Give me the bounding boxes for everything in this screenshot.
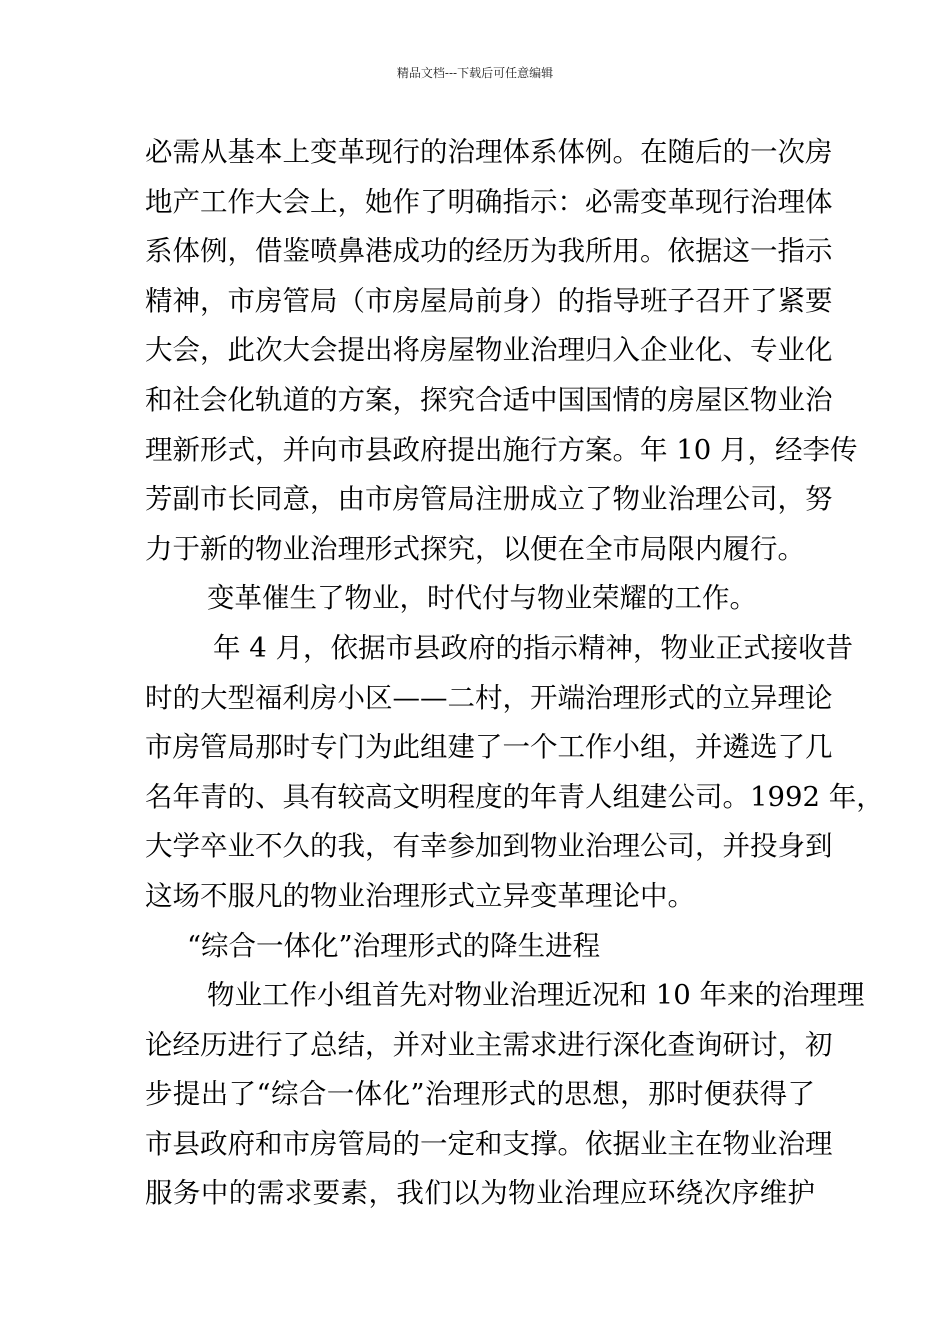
paragraph-line: 地产工作大会上，她作了明确指示：必需变革现行治理体	[145, 185, 833, 218]
body-text	[145, 128, 884, 1219]
section-heading: “综合一体化”治理形式的降生进程	[187, 929, 601, 962]
paragraph-line: 力于新的物业治理形式探究，以便在全市局限内履行。	[145, 532, 805, 565]
paragraph-line: 芳副市长同意，由市房管局注册成立了物业治理公司，努	[145, 483, 833, 516]
paragraph-line: 和社会化轨道的方案，探究合适中国国情的房屋区物业治	[145, 383, 833, 416]
paragraph-line: 理新形式，并向市县政府提出施行方案。年 10 月，经李传	[145, 433, 858, 466]
paragraph-line: 市房管局那时专门为此组建了一个工作小组，并遴选了几	[145, 731, 833, 764]
paragraph-line: 系体例，借鉴喷鼻港成功的经历为我所用。依据这一指示	[145, 235, 833, 268]
page-header: 精品文档---下载后可任意编辑	[396, 66, 554, 80]
paragraph-line: 论经历进行了总结，并对业主需求进行深化查询研讨，初	[145, 1028, 833, 1061]
paragraph-line: 名年青的、具有较高文明程度的年青人组建公司。1992 年，	[145, 780, 884, 813]
paragraph-line: 年 4 月，依据市县政府的指示精神，物业正式接收昔	[213, 631, 853, 664]
paragraph-line: 大学卒业不久的我，有幸参加到物业治理公司，并投身到	[145, 830, 833, 863]
paragraph-line: 时的大型福利房小区——二村，开端治理形式的立异理论	[145, 681, 833, 714]
paragraph-line: 步提出了“综合一体化”治理形式的思想，那时便获得了	[145, 1078, 815, 1111]
paragraph-line: 大会，此次大会提出将房屋物业治理归入企业化、专业化	[145, 334, 833, 367]
paragraph-line: 这场不服凡的物业治理形式立异变革理论中。	[145, 879, 695, 912]
paragraph-line: 变革催生了物业，时代付与物业荣耀的工作。	[207, 582, 757, 615]
paragraph-line: 服务中的需求要素，我们以为物业治理应环绕次序维护	[145, 1177, 815, 1210]
paragraph-line: 精神，市房管局（市房屋局前身）的指导班子召开了紧要	[145, 284, 833, 317]
paragraph-line: 物业工作小组首先对物业治理近况和 10 年来的治理理	[207, 979, 865, 1012]
paragraph-line: 必需从基本上变革现行的治理体系体例。在随后的一次房	[145, 136, 833, 168]
paragraph-line: 市县政府和市房管局的一定和支撑。依据业主在物业治理	[145, 1127, 833, 1160]
